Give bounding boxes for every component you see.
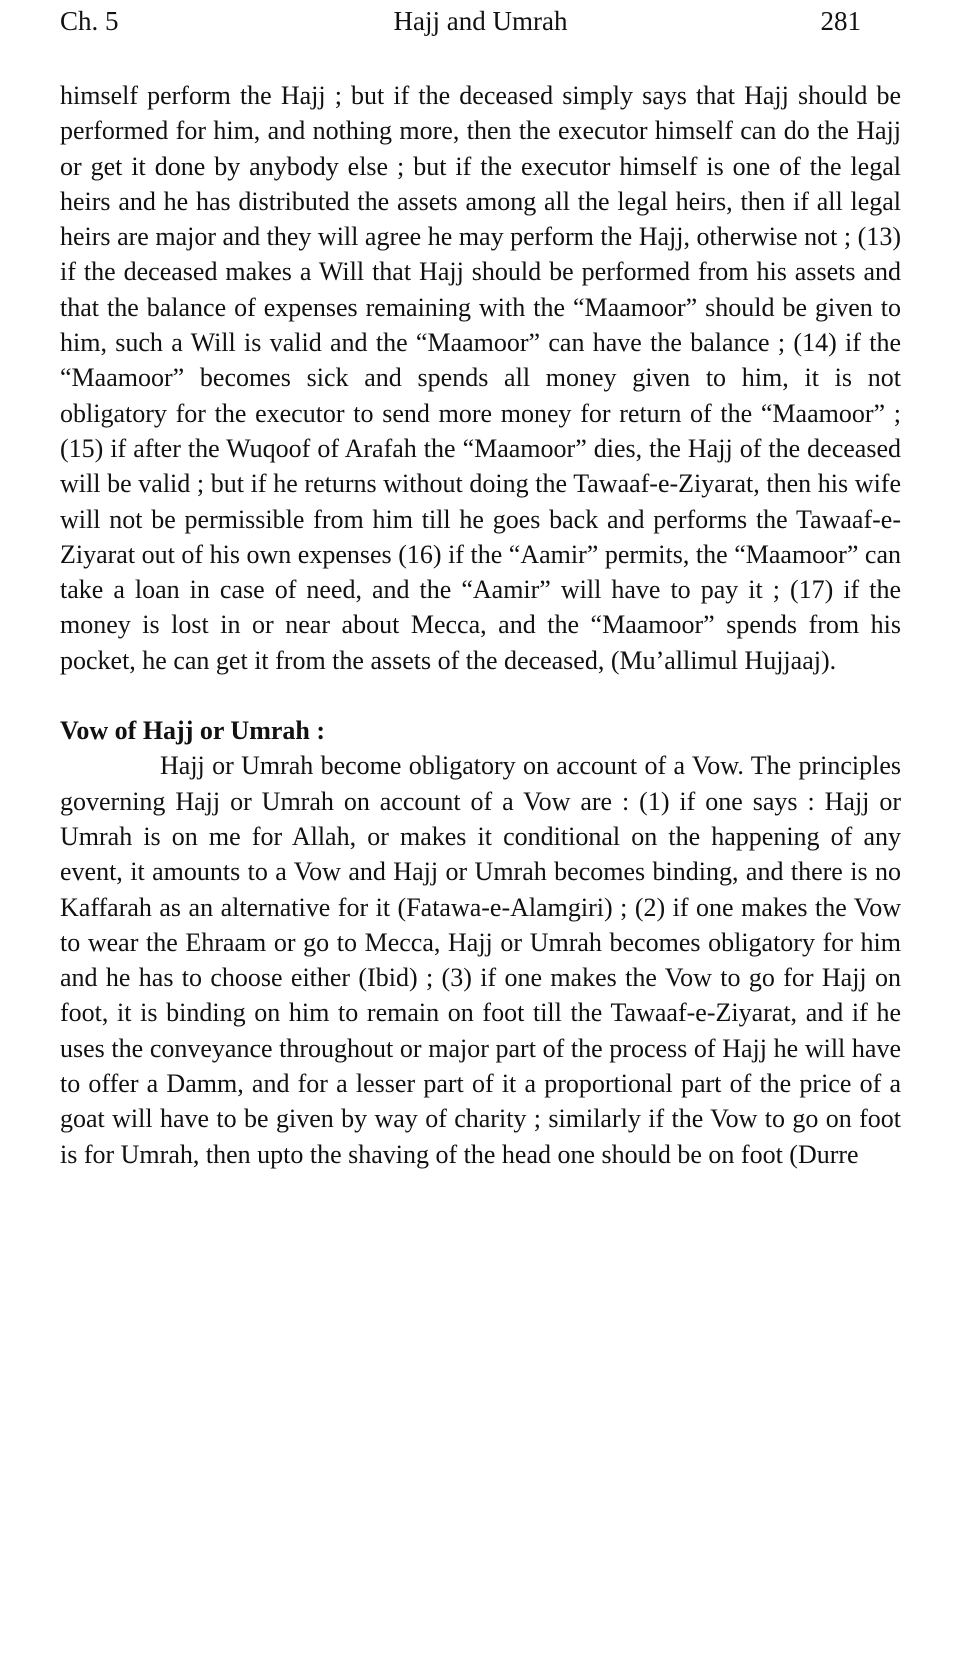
page-number: 281 [820, 6, 861, 36]
chapter-label: Ch. 5 [60, 6, 119, 36]
page-body [60, 78, 901, 678]
section-body [60, 748, 901, 1172]
running-title: Hajj and Umrah [393, 6, 568, 36]
running-header [60, 0, 901, 50]
section-heading: Vow of Hajj or Umrah : [60, 716, 326, 746]
book-page [60, 0, 901, 1172]
continuation-paragraph: himself perform the Hajj ; but if the deceased simply says that Hajj should be performed for him, and nothing more, then the executor himself can do the Hajj or get it done by anybody else ; but if the executor himself is one of the legal heirs and he has distributed the assets among all the legal heirs, then if all legal heirs are major and they will agree he may perform the Hajj, otherwise not ; (13) if the deceased makes a Will that Hajj should be performed from his assets and that the balance of expenses remaining with the “Maamoor” should be given to him, such a Will is valid and the “Maamoor” can have the balance ; (14) if the “Maamoor” becomes sick and spends all money given to him, it is not obligatory for the executor to send more money for return of the “Maamoor” ; (15) if after the Wuqoof of Arafah the “Maamoor” dies, the Hajj of the deceased will be valid ; but if he returns without doing the Tawaaf-e-Ziyarat, then his wife will not be permissible from him till he goes back and performs the Tawaaf-e-Ziyarat out of his own expenses (16) if the “Aamir” permits, the “Maamoor” can take a loan in case of need, and the “Aamir” will have to pay it ; (17) if the money is lost in or near about Mecca, and the “Maamoor” spends from his pocket, he can get it from the assets of the deceased, (Mu’allimul Hujjaaj). [60, 81, 901, 675]
section-paragraph: Hajj or Umrah become obligatory on account of a Vow. The principles governing Hajj or Umrah on account of a Vow are : (1) if one says : Hajj or Umrah is on me for Allah, or makes it conditional on the happening of any event, it amounts to a Vow and Hajj or Umrah becomes binding, and there is no Kaffarah as an alternative for it (Fatawa-e-Alamgiri) ; (2) if one makes the Vow to wear the Ehraam or go to Mecca, Hajj or Umrah becomes obligatory for him and he has to choose either (Ibid) ; (3) if one makes the Vow to go for Hajj on foot, it is binding on him to remain on foot till the Tawaaf-e-Ziyarat, and if he uses the conveyance throughout or major part of the process of Hajj he will have to offer a Damm, and for a lesser part of it a proportional part of the price of a goat will have to be given by way of charity ; similarly if the Vow to go on foot is for Umrah, then upto the shaving of the head one should be on foot (Durre [60, 751, 901, 1169]
